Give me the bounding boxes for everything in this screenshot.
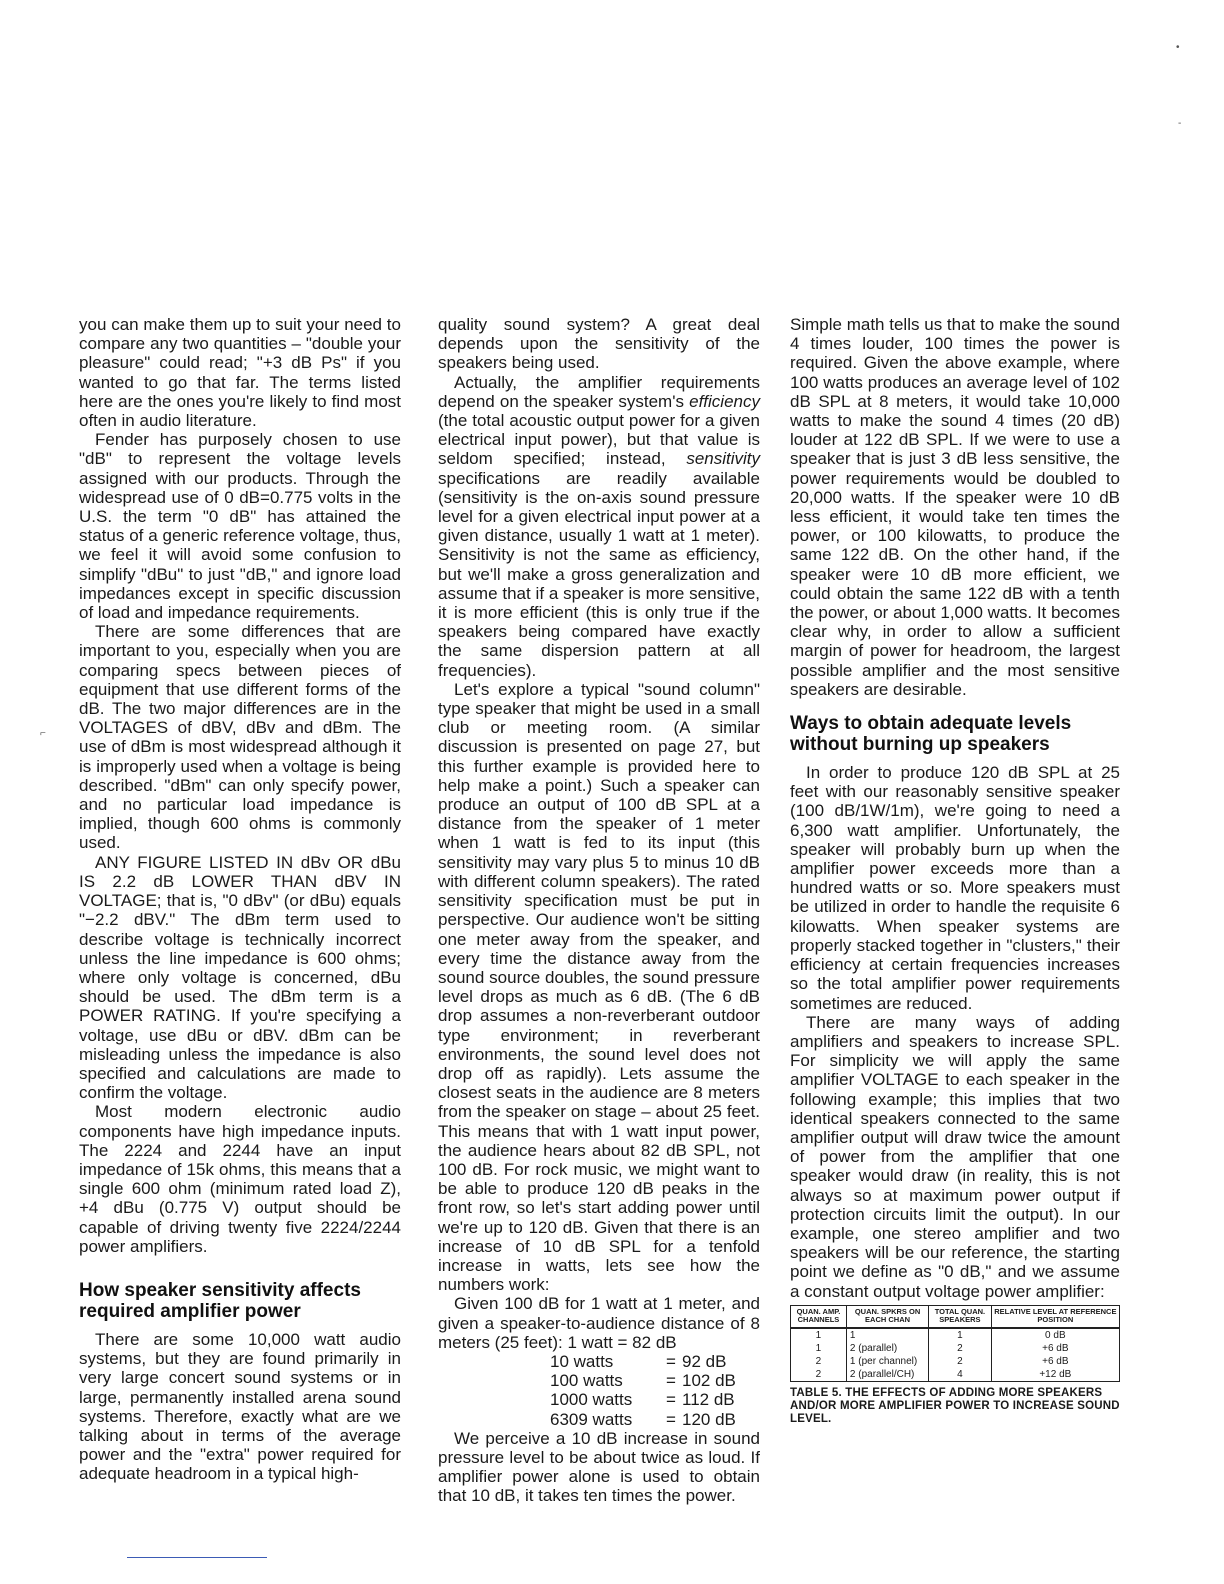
calc-lhs: 6309 watts bbox=[550, 1409, 633, 1429]
text-run: (the total acoustic output power for a given electrical input power), but that value is seldom specified; instead, bbox=[438, 411, 760, 469]
table-cell: 1 bbox=[846, 1328, 928, 1342]
calc-eq: = bbox=[666, 1390, 676, 1410]
paragraph: ANY FIGURE LISTED IN dBv OR dBu IS 2.2 dB LOWER THAN dBV IN VOLTAGE; that is, "0 dBv" (or dBu) equals "−2.2 dBV." The dBm term used to describe voltage is technically incorrect unless the line impedance is 600 ohms; where only voltage is concerned, dBu should be used. The dBm term is a POWER RATING. If you're specifying a voltage, use dBu or dBV. dBm can be misleading unless the impedance is also specified and calculations are made to confirm the voltage. bbox=[79, 852, 401, 1103]
table-cell: 1 bbox=[929, 1328, 992, 1342]
paragraph bbox=[438, 1294, 760, 1352]
calc-rhs: 112 dB bbox=[682, 1390, 735, 1410]
table-cell: +6 dB bbox=[991, 1342, 1119, 1355]
table-cell: 1 bbox=[791, 1328, 847, 1342]
table-row bbox=[791, 1368, 1120, 1382]
text-run: Actually, the amplifier requirements depend on the speaker system's bbox=[438, 372, 760, 411]
column-3 bbox=[790, 315, 1120, 1426]
power-calculation-list bbox=[438, 1352, 760, 1429]
emphasis-efficiency: efficiency bbox=[689, 391, 760, 411]
scan-speck: ⌐ bbox=[40, 728, 46, 739]
table-caption: TABLE 5. THE EFFECTS OF ADDING MORE SPEAKERS AND/OR MORE AMPLIFIER POWER TO INCREASE SOUND LEVEL. bbox=[790, 1386, 1120, 1425]
paragraph: In order to produce 120 dB SPL at 25 feet with our reasonably sensitive speaker (100 dB/1W/1m), we're going to need a 6,300 watt amplifier. Unfortunately, the speaker will probably burn up when the amplifier power exceeds more than a hundred watts or so. More speakers must be utilized in order to handle the requisite 6 kilowatts. When speaker systems are properly stacked together in "clusters," their efficiency at certain frequencies increases so the total amplifier power requirements sometimes are reduced. bbox=[790, 763, 1120, 1013]
calc-row bbox=[438, 1390, 760, 1409]
paragraph: We perceive a 10 dB increase in sound pressure level to be about twice as loud. If amplifier power alone is used to obtain that 10 dB, it takes ten times the power. bbox=[438, 1428, 760, 1506]
table-cell: 4 bbox=[929, 1368, 992, 1382]
scan-speck: • bbox=[1176, 42, 1180, 53]
calc-rhs: 102 dB bbox=[682, 1371, 736, 1391]
paragraph: There are some 10,000 watt audio systems, but they are found primarily in very large concert sound systems or in large, permanently installed arena sound systems. Therefore, exactly what are we talking about in terms of the average power and the "extra" power required for adequate headroom in a typical high- bbox=[79, 1329, 401, 1484]
table-header: QUAN. SPKRS ON EACH CHAN bbox=[846, 1305, 928, 1328]
paragraph: Fender has purposely chosen to use "dB" to represent the voltage levels assigned with our products. Through the widespread use of 0 dB=0.775 volts in the U.S. the term "0 dB" has attained the status of a generic reference voltage, thus, we feel it will avoid some confusion to simplify "dBu" to just "dB," and ignore load impedances except in specific discussion of load and impedance requirements. bbox=[79, 430, 401, 623]
table-cell: 2 (parallel/CH) bbox=[846, 1368, 928, 1382]
calc-lhs: 10 watts bbox=[550, 1351, 614, 1371]
table-5 bbox=[790, 1305, 1120, 1382]
calc-lhs: 100 watts bbox=[550, 1371, 623, 1391]
table-cell: 1 (per channel) bbox=[846, 1355, 928, 1368]
section-heading-adequate-levels: Ways to obtain adequate levels without burning up speakers bbox=[790, 713, 1072, 756]
table-cell: +12 dB bbox=[991, 1368, 1119, 1382]
calc-row bbox=[438, 1410, 760, 1429]
calc-first-line: 1 watt = 82 dB bbox=[567, 1332, 677, 1352]
emphasis-sensitivity: sensitivity bbox=[686, 449, 760, 469]
table-header-row bbox=[791, 1305, 1120, 1328]
table-header: TOTAL QUAN. SPEAKERS bbox=[929, 1305, 992, 1328]
table-cell: 2 bbox=[791, 1355, 847, 1368]
calc-rhs: 92 dB bbox=[682, 1351, 727, 1371]
footer-rule bbox=[127, 1557, 267, 1558]
text-run: Given 100 dB for 1 watt at 1 meter, and given a speaker-to-audience distance of 8 meters (25 feet): bbox=[438, 1294, 760, 1352]
scan-speck: - bbox=[1178, 118, 1182, 129]
table-cell: 2 bbox=[929, 1342, 992, 1355]
calc-eq: = bbox=[666, 1409, 676, 1429]
paragraph: Most modern electronic audio components have high impedance inputs. The 2224 and 2244 have an input impedance of 15k ohms, this means that a single 600 ohm (minimum rated load Z), +4 dBu (0.775 V) output should be capable of driving twenty five 2224/2244 power amplifiers. bbox=[79, 1102, 401, 1256]
table-row bbox=[791, 1342, 1120, 1355]
paragraph: There are many ways of adding amplifiers and speakers to increase SPL. For simplicity we will apply the same amplifier VOLTAGE to each speaker in the following example; this implies that two identical speakers connected to the same amplifier output will draw twice the amount of power from the amplifier that one speaker would draw (in reality, this is not always so at maximum power output if protection circuits limit the output). In our example, one stereo amplifier and two speakers will be our reference, the starting point we define as "0 dB," and we assume a constant output voltage power amplifier: bbox=[790, 1012, 1120, 1301]
calc-row bbox=[438, 1352, 760, 1371]
table-cell: 2 (parallel) bbox=[846, 1342, 928, 1355]
table-cell: 2 bbox=[929, 1355, 992, 1368]
calc-lhs: 1000 watts bbox=[550, 1390, 633, 1410]
column-2 bbox=[438, 315, 760, 1506]
table-cell: 2 bbox=[791, 1368, 847, 1382]
table-header: QUAN. AMP. CHANNELS bbox=[791, 1305, 847, 1328]
calc-row bbox=[438, 1371, 760, 1390]
paragraph: Simple math tells us that to make the sound 4 times louder, 100 times the power is required. Given the above example, where 100 watts produces an average level of 102 dB SPL at 8 meters, it would take 10,000 watts to make the sound 4 times (20 dB) louder at 122 dB SPL. If we were to use a speaker that is just 3 dB less sensitive, the power requirements would be doubled to 20,000 watts. If the speaker were 10 dB less efficient, it would take ten times the power, or 100 kilowatts, to produce the same 122 dB. On the other hand, if the speaker were 10 dB more efficient, we could obtain the same 122 dB with a tenth the power, or about 1,000 watts. It becomes clear why, in order to allow a sufficient margin of power for headroom, the largest possible amplifier and the most sensitive speakers are desirable. bbox=[790, 315, 1120, 699]
paragraph: Let's explore a typical "sound column" type speaker that might be used in a small club or meeting room. (A similar discussion is presented on page 27, but this further example is provided here to help make a point.) Such a speaker can produce an output of 100 dB SPL at a distance from the speaker of 1 meter when 1 watt is fed to its input (this sensitivity may vary plus 5 to minus 10 dB with different column speakers). The rated sensitivity specification must be put in perspective. Our audience won't be sitting one meter away from the speaker, and every time the distance away from the sound source doubles, the sound pressure level drops as much as 6 dB. (The 6 dB drop assumes a non-reverberant outdoor type environment; in reverberant environments, the sound level does not drop off as rapidly). Lets assume the closest seats in the audience are 8 meters from the speaker on stage – about 25 feet. This means that with 1 watt input power, the audience hears about 82 dB SPL, not 100 dB. For rock music, we might want to be able to produce 120 dB peaks in the front row, so let's start adding power until we're up to 120 dB. Given that there is an increase of 10 dB SPL for a tenfold increase in watts, lets see how the numbers work: bbox=[438, 679, 760, 1295]
table-cell: 1 bbox=[791, 1342, 847, 1355]
table-cell: 0 dB bbox=[991, 1328, 1119, 1342]
table-header: RELATIVE LEVEL AT REFERENCE POSITION bbox=[991, 1305, 1119, 1328]
paragraph: quality sound system? A great deal depends upon the sensitivity of the speakers being used. bbox=[438, 315, 760, 373]
table-row bbox=[791, 1328, 1120, 1342]
paragraph: There are some differences that are important to you, especially when you are comparing specs between pieces of equipment that use different forms of the dB. The two major differences are in the VOLTAGES of dBV, dBv and dBm. The use of dBm is most widespread although it is improperly used when a voltage is being described. "dBm" can only specify power, and no particular load impedance is implied, though 600 ohms is commonly used. bbox=[79, 622, 401, 853]
text-run: specifications are readily available (sensitivity is the on-axis sound pressure level for a given electrical input power at a given distance, usually 1 watt at 1 meter). Sensitivity is not the same as efficiency, but we'll make a gross generalization and assume that if a speaker is more sensitive, it is more efficient (this is only true if the speakers being compared have exactly the same dispersion pattern at all frequencies). bbox=[438, 468, 760, 680]
calc-eq: = bbox=[666, 1351, 676, 1371]
paragraph: you can make them up to suit your need to compare any two quantities – "double your pleasure" could read; "+3 dB Ps" if you wanted to go that far. The terms listed here are the ones you're likely to find most often in audio literature. bbox=[79, 315, 401, 431]
section-heading-speaker-sensitivity: How speaker sensitivity affects required amplifier power bbox=[79, 1279, 361, 1322]
calc-rhs: 120 dB bbox=[682, 1409, 736, 1429]
table-cell: +6 dB bbox=[991, 1355, 1119, 1368]
table-row bbox=[791, 1355, 1120, 1368]
calc-eq: = bbox=[666, 1371, 676, 1391]
column-1 bbox=[79, 315, 401, 1484]
paragraph bbox=[438, 373, 760, 680]
